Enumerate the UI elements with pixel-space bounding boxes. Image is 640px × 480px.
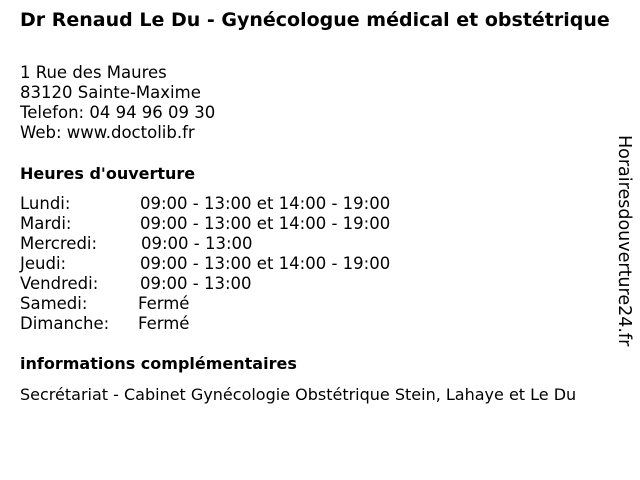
day-label: Mardi: — [20, 214, 72, 233]
day-label: Jeudi: — [20, 254, 67, 273]
website-link[interactable]: Web: www.doctolib.fr — [20, 123, 195, 142]
time-value: 09:00 - 13:00 et 14:00 - 19:00 — [140, 214, 391, 233]
day-label: Lundi: — [20, 194, 71, 213]
time-value: 09:00 - 13:00 — [141, 234, 253, 253]
time-value: Fermé — [138, 314, 190, 333]
day-label: Dimanche: — [20, 314, 110, 333]
day-label: Mercredi: — [20, 234, 98, 253]
info-text: Secrétariat - Cabinet Gynécologie Obstétrique Stein, Lahaye et Le Du — [20, 385, 577, 404]
address-block — [20, 63, 215, 143]
street-address: 1 Rue des Maures — [20, 63, 167, 82]
time-value: Fermé — [138, 294, 190, 313]
watermark — [606, 135, 640, 345]
phone-number[interactable]: Telefon: 04 94 96 09 30 — [20, 103, 216, 122]
time-value: 09:00 - 13:00 et 14:00 - 19:00 — [140, 254, 391, 273]
day-label: Samedi: — [20, 294, 88, 313]
time-value: 09:00 - 13:00 et 14:00 - 19:00 — [140, 194, 391, 213]
city-postal: 83120 Sainte-Maxime — [20, 83, 201, 102]
info-heading: informations complémentaires — [20, 354, 297, 373]
page-title: Dr Renaud Le Du - Gynécologue médical et obstétrique — [20, 9, 610, 31]
time-value: 09:00 - 13:00 — [140, 274, 252, 293]
watermark-text: Horairesdouverture24.fr — [614, 135, 634, 347]
hours-heading: Heures d'ouverture — [20, 164, 196, 183]
day-label: Vendredi: — [20, 274, 99, 293]
